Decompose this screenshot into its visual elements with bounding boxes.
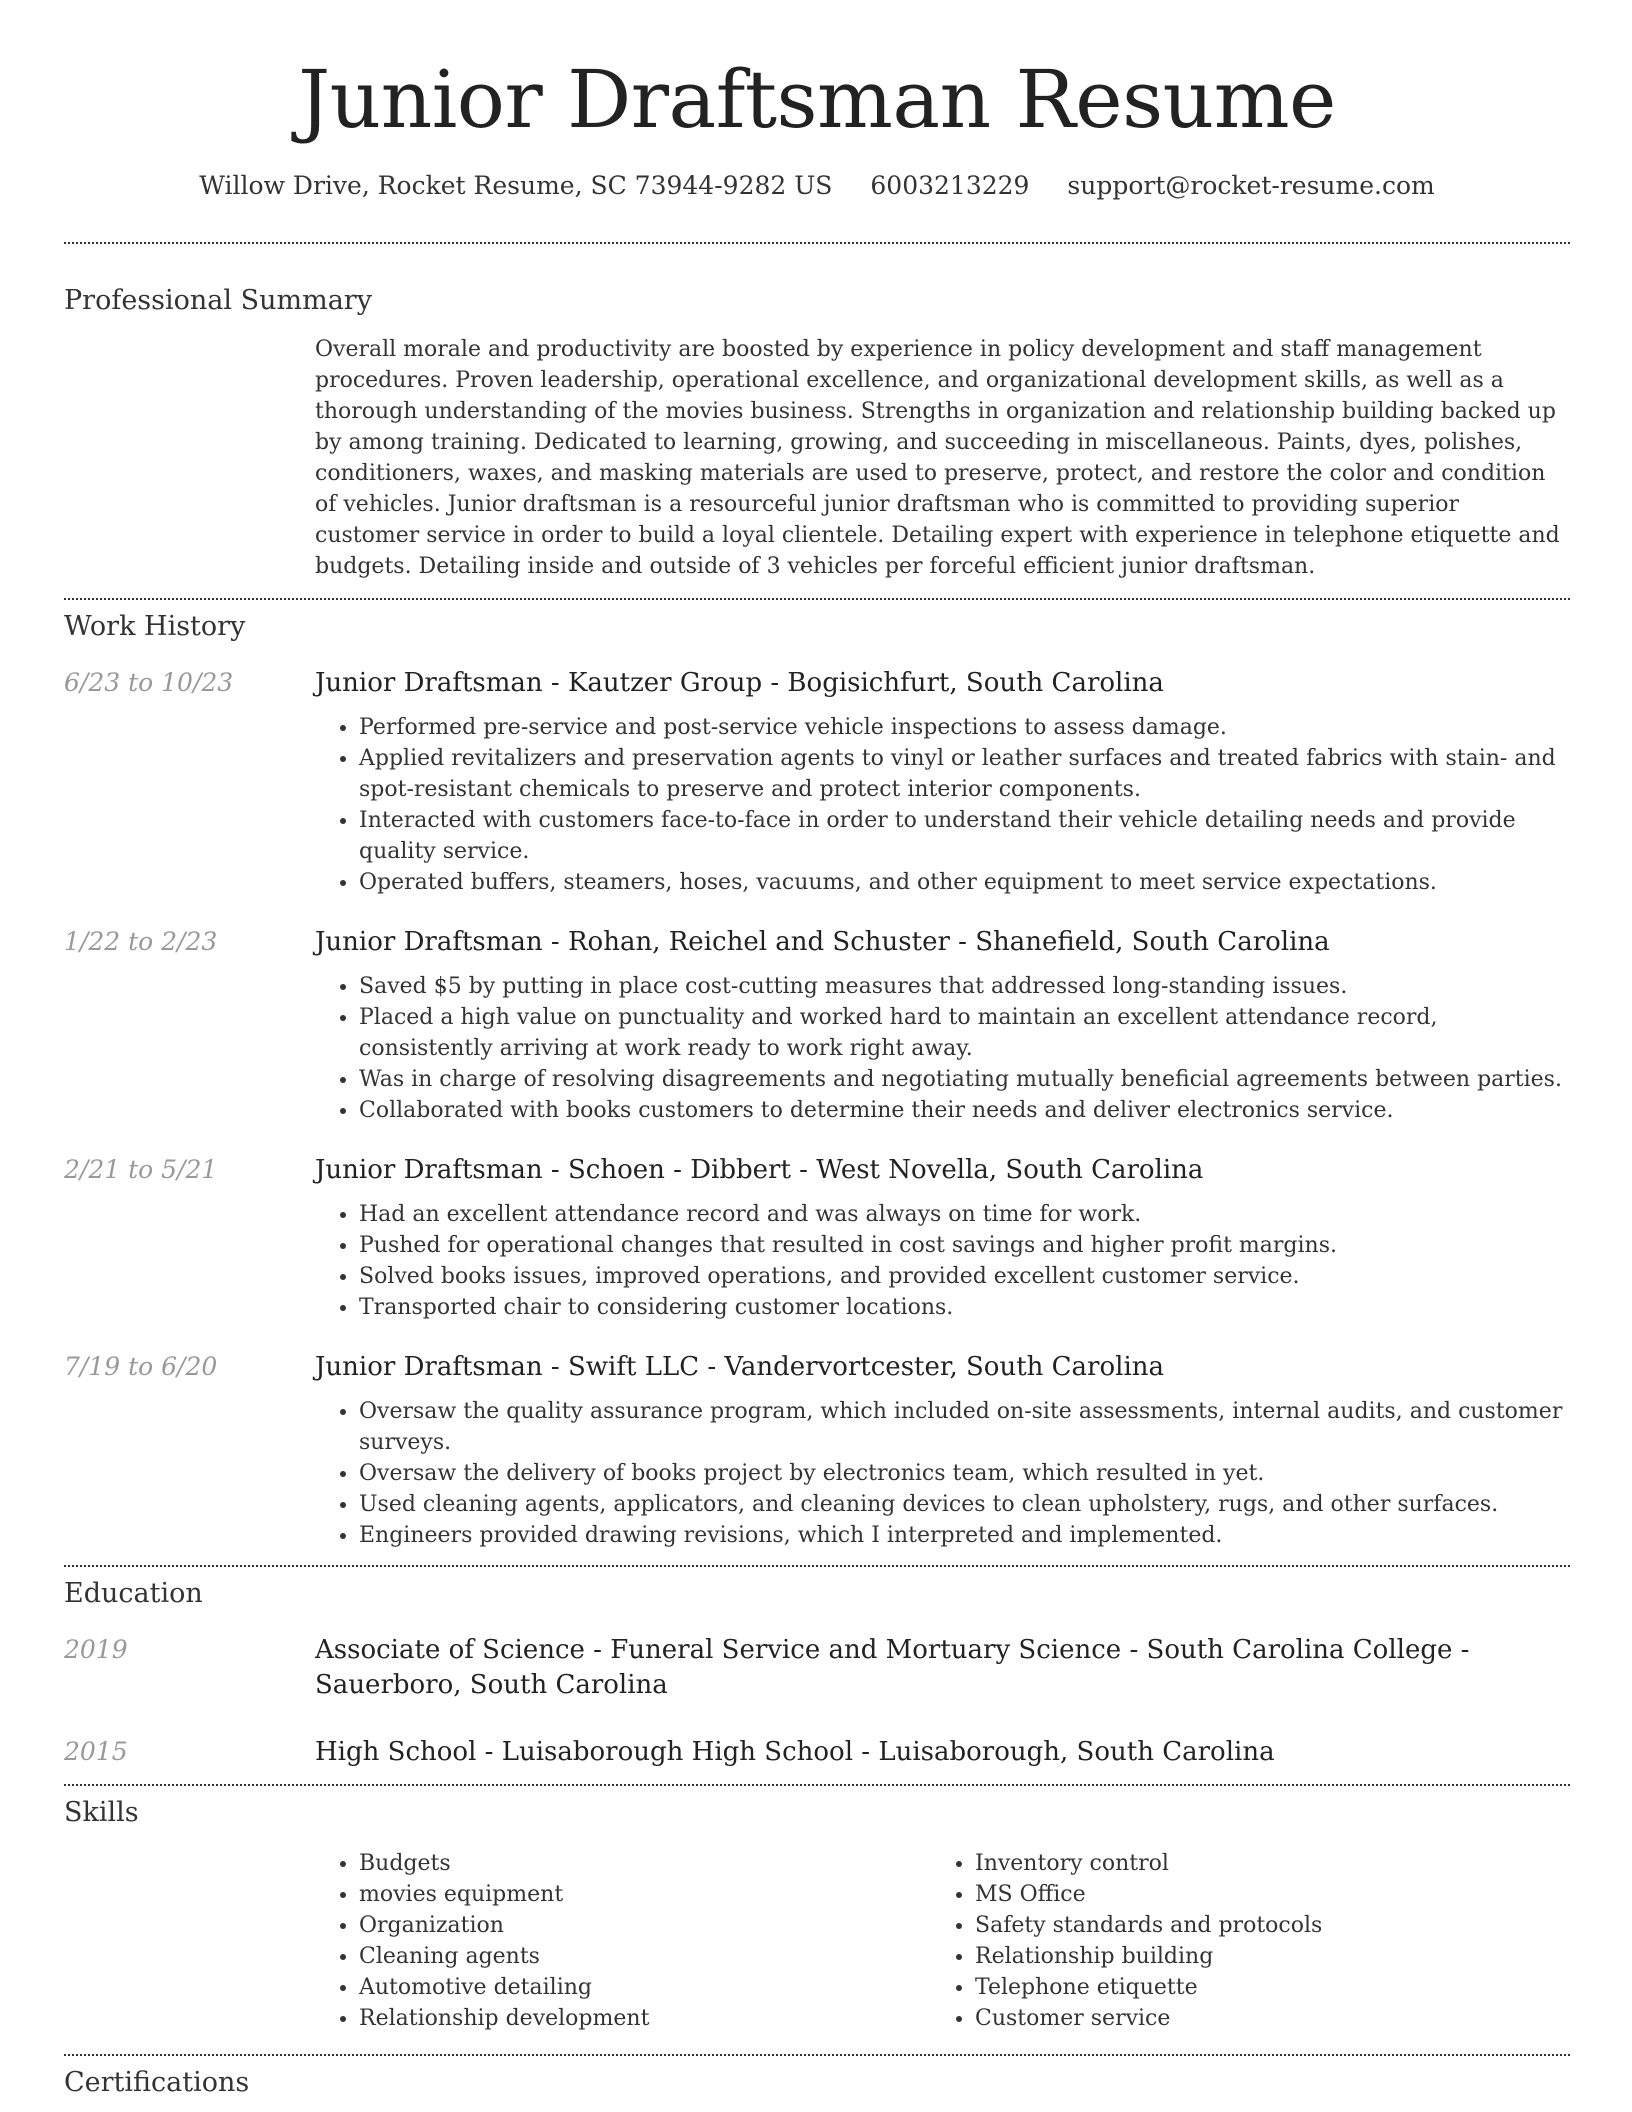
- divider: [64, 1784, 1570, 1786]
- list-item: • Engineers provided drawing revisions, which I interpreted and implemented.: [359, 1520, 1570, 1551]
- list-item: • Telephone etiquette: [975, 1972, 1547, 2003]
- education-title: High School - Luisaborough High School - Luisaborough, South Carolina: [315, 1737, 1275, 1767]
- list-item: • Was in charge of resolving disagreements and negotiating mutually beneficial agreements between parties.: [359, 1064, 1570, 1095]
- list-item: • Inventory control: [975, 1848, 1547, 1879]
- list-item: • movies equipment: [359, 1879, 931, 1910]
- list-item: • Transported chair to considering customer locations.: [359, 1292, 1570, 1323]
- list-item: • Used cleaning agents, applicators, and cleaning devices to clean upholstery, rugs, and other surfaces.: [359, 1489, 1570, 1520]
- list-item: • Oversaw the quality assurance program, which included on-site assessments, internal audits, and customer surveys.: [359, 1396, 1570, 1458]
- list-item: • MS Office: [975, 1879, 1547, 1910]
- list-item: • Operated buffers, steamers, hoses, vacuums, and other equipment to meet service expectations.: [359, 867, 1570, 898]
- divider: [64, 598, 1570, 600]
- section-title-education: Education: [64, 1578, 203, 1609]
- list-item: • Applied revitalizers and preservation agents to vinyl or leather surfaces and treated fabrics with stain- and spot-resistant chemicals to preserve and protect interior components.: [359, 743, 1570, 805]
- list-item: • Relationship building: [975, 1941, 1547, 1972]
- list-item: • Budgets: [359, 1848, 931, 1879]
- job-date: 1/22 to 2/23: [64, 927, 218, 956]
- list-item: • Collaborated with books customers to determine their needs and deliver electronics service.: [359, 1095, 1570, 1126]
- job-date: 6/23 to 10/23: [64, 668, 234, 697]
- job-title: Junior Draftsman - Kautzer Group - Bogisichfurt, South Carolina: [315, 668, 1164, 698]
- education-date: 2019: [64, 1635, 128, 1664]
- list-item: • Safety standards and protocols: [975, 1910, 1547, 1941]
- section-title-work-history: Work History: [64, 611, 246, 642]
- contact-phone: 6003213229: [870, 171, 1030, 200]
- list-item: • Oversaw the delivery of books project by electronics team, which resulted in yet.: [359, 1458, 1570, 1489]
- resume-title: Junior Draftsman Resume: [298, 53, 1336, 146]
- job-entry: [64, 666, 1570, 898]
- job-bullets: [315, 1199, 1570, 1323]
- job-title: Junior Draftsman - Rohan, Reichel and Schuster - Shanefield, South Carolina: [315, 927, 1330, 957]
- education-title: Associate of Science - Funeral Service and Mortuary Science - South Carolina College - Sauerboro, South Carolina: [315, 1635, 1470, 1700]
- job-title: Junior Draftsman - Schoen - Dibbert - West Novella, South Carolina: [315, 1155, 1204, 1185]
- job-bullets: [315, 971, 1570, 1126]
- contact-email: support@rocket-resume.com: [1067, 171, 1435, 200]
- job-bullets: [315, 712, 1570, 898]
- education-entry: [64, 1735, 1570, 1770]
- skills-list-right: [931, 1848, 1547, 2034]
- list-item: • Interacted with customers face-to-face in order to understand their vehicle detailing needs and provide quality service.: [359, 805, 1570, 867]
- list-item: • Performed pre-service and post-service vehicle inspections to assess damage.: [359, 712, 1570, 743]
- list-item: • Cleaning agents: [359, 1941, 931, 1972]
- section-title-summary: Professional Summary: [64, 285, 372, 316]
- divider: [64, 1565, 1570, 1567]
- list-item: • Solved books issues, improved operations, and provided excellent customer service.: [359, 1261, 1570, 1292]
- education-entry: [64, 1633, 1570, 1703]
- skills-grid: [315, 1848, 1570, 2034]
- resume-page: [64, 0, 1570, 2100]
- skills-list-left: [315, 1848, 931, 2034]
- divider: [64, 2054, 1570, 2056]
- list-item: • Automotive detailing: [359, 1972, 931, 2003]
- list-item: • Pushed for operational changes that resulted in cost savings and higher profit margins.: [359, 1230, 1570, 1261]
- job-date: 7/19 to 6/20: [64, 1352, 218, 1381]
- contact-address: Willow Drive, Rocket Resume, SC 73944-9282 US: [199, 171, 833, 200]
- list-item: • Organization: [359, 1910, 931, 1941]
- section-title-certifications: Certifications: [64, 2067, 250, 2098]
- contact-line: [64, 170, 1570, 202]
- job-entry: [64, 1350, 1570, 1551]
- job-bullets: [315, 1396, 1570, 1551]
- resume-header: [64, 0, 1570, 202]
- job-entry: [64, 1153, 1570, 1323]
- education-date: 2015: [64, 1737, 128, 1766]
- list-item: • Relationship development: [359, 2003, 931, 2034]
- summary-text: Overall morale and productivity are boosted by experience in policy development and staff management procedures. Proven leadership, operational excellence, and organizational development skills, as well as a thorough understanding of the movies business. Strengths in organization and relationship building backed up by among training. Dedicated to learning, growing, and succeeding in miscellaneous. Paints, dyes, polishes, conditioners, waxes, and masking materials are used to preserve, protect, and restore the color and condition of vehicles. Junior draftsman is a resourceful junior draftsman who is committed to providing superior customer service in order to build a loyal clientele. Detailing expert with experience in telephone etiquette and budgets. Detailing inside and outside of 3 vehicles per forceful efficient junior draftsman.: [315, 337, 1560, 579]
- list-item: • Customer service: [975, 2003, 1547, 2034]
- divider: [64, 242, 1570, 244]
- section-title-skills: Skills: [64, 1797, 139, 1828]
- job-entry: [64, 925, 1570, 1126]
- list-item: • Placed a high value on punctuality and worked hard to maintain an excellent attendance record, consistently arriving at work ready to work right away.: [359, 1002, 1570, 1064]
- job-date: 2/21 to 5/21: [64, 1155, 218, 1184]
- list-item: • Saved $5 by putting in place cost-cutting measures that addressed long-standing issues.: [359, 971, 1570, 1002]
- list-item: • Had an excellent attendance record and was always on time for work.: [359, 1199, 1570, 1230]
- job-title: Junior Draftsman - Swift LLC - Vandervortcester, South Carolina: [315, 1352, 1164, 1382]
